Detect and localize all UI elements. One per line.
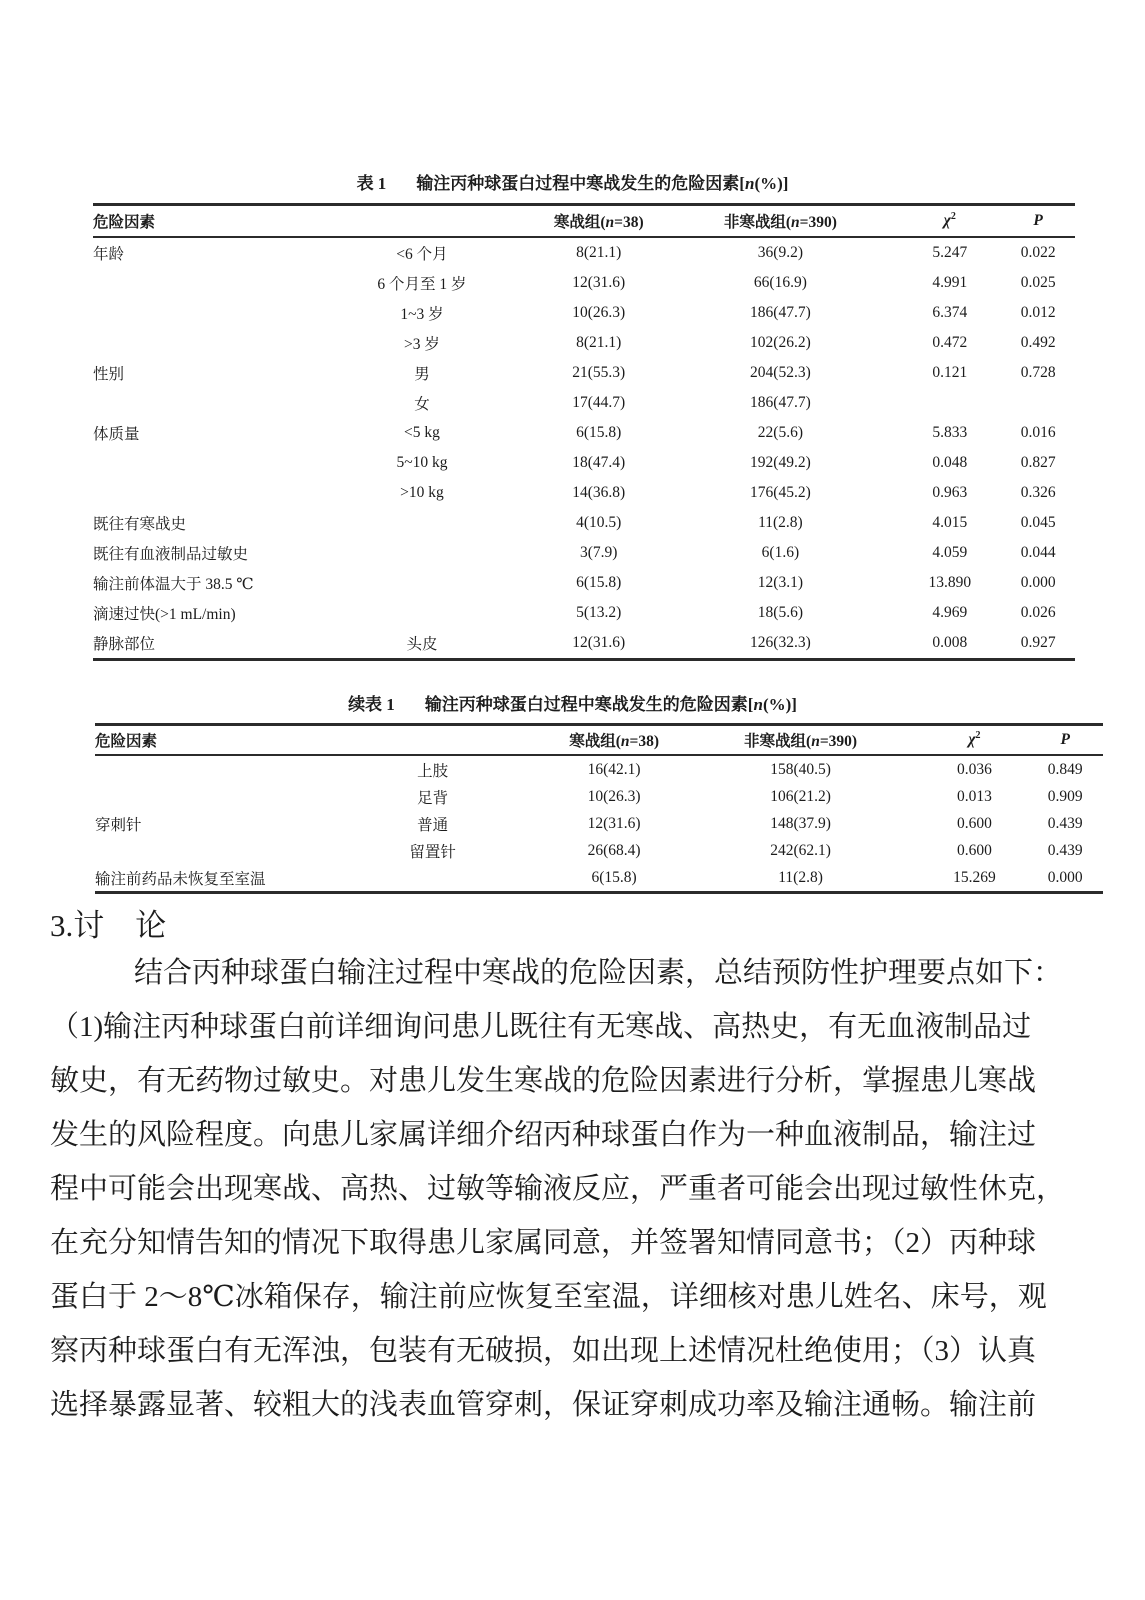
cell-chill: 16(42.1) (587, 760, 641, 778)
table-row (95, 810, 1103, 837)
cell-chill: 12(31.6) (572, 634, 626, 651)
discussion-line: 选择暴露显著、较粗大的浅表血管穿刺，保证穿刺成功率及输注通畅。输注前 (50, 1389, 1037, 1421)
cell-chi: 0.121 (932, 364, 968, 381)
cell-factor (93, 448, 309, 478)
table-row (93, 268, 1075, 298)
cell-p: 0.025 (1020, 274, 1056, 291)
table1-header (93, 205, 1075, 238)
cell-factor (95, 755, 317, 783)
header-chi-square: $\chi^2$ (943, 211, 956, 230)
cell-p: 0.728 (1020, 364, 1056, 381)
cell-factor: 穿刺针 (95, 816, 142, 834)
table2-caption-n: n (753, 695, 763, 714)
cell-non: 148(37.9) (770, 814, 831, 832)
cell-p: 0.026 (1020, 604, 1056, 621)
header-chi-square: $\chi^2$ (968, 730, 981, 749)
cell-p: 0.492 (1020, 334, 1056, 351)
cell-p: 0.000 (1047, 868, 1083, 886)
cell-chill: 3(7.9) (579, 544, 618, 561)
cell-chill: 12(31.6) (572, 274, 626, 291)
table2-caption (0, 693, 1145, 717)
cell-factor: 年龄 (93, 246, 125, 263)
cell-non: 158(40.5) (770, 760, 831, 778)
cell-non: 66(16.9) (753, 274, 807, 291)
cell-chill: 18(47.4) (572, 454, 626, 471)
cell-chi: 0.048 (932, 454, 968, 471)
header-nonchill-group: 非寒战组(n=390) (723, 214, 837, 231)
discussion-line: 程中可能会出现寒战、高热、过敏等输液反应，严重者可能会出现过敏性休克， (50, 1173, 1066, 1205)
cell-sub: 上肢 (417, 762, 449, 780)
cell-chill: 6(15.8) (576, 574, 622, 591)
table2-caption-label: 续表 1 (348, 695, 395, 714)
cell-factor: 输注前体温大于 38.5 ℃ (93, 576, 254, 593)
header-nonchill-group: 非寒战组(n=390) (744, 733, 858, 750)
cell-non: 126(32.3) (750, 634, 811, 651)
cell-non: 18(5.6) (757, 604, 803, 621)
header-chill-group: 寒战组(n=38) (553, 214, 644, 231)
cell-factor (93, 268, 309, 298)
cell-sub: >10 kg (400, 484, 444, 501)
cell-chill: 10(26.3) (587, 787, 641, 805)
cell-sub: 留置针 (409, 843, 456, 861)
table-row (95, 837, 1103, 864)
table1 (93, 203, 1075, 661)
cell-sub: 男 (414, 366, 430, 383)
cell-p: 0.045 (1020, 514, 1056, 531)
cell-chill: 26(68.4) (587, 841, 641, 859)
cell-chill: 14(36.8) (572, 484, 626, 501)
discussion-text (50, 946, 1095, 1432)
table-row (93, 448, 1075, 478)
table-row (95, 783, 1103, 810)
cell-p (1001, 388, 1075, 418)
cell-chi: 0.600 (956, 841, 992, 859)
discussion-line: （1)输注丙种球蛋白前详细询问患儿既往有无寒战、高热史，有无血液制品过 (50, 1011, 1032, 1043)
cell-p: 0.016 (1020, 424, 1056, 441)
cell-chi: 4.991 (932, 274, 968, 291)
cell-chill: 8(21.1) (576, 334, 622, 351)
cell-non: 176(45.2) (750, 484, 811, 501)
table-row (93, 237, 1075, 268)
cell-sub: 1~3 岁 (400, 306, 444, 323)
cell-chi: 15.269 (953, 868, 996, 886)
header-p-value: P (1060, 731, 1070, 748)
cell-non: 192(49.2) (750, 454, 811, 471)
cell-p: 0.927 (1020, 634, 1056, 651)
cell-non: 106(21.2) (770, 787, 831, 805)
table1-caption-label: 表 1 (356, 174, 387, 193)
table2-caption-title-end: (%)] (762, 695, 797, 714)
discussion-line: 敏史，有无药物过敏史。对患儿发生寒战的危险因素进行分析，掌握患儿寒战 (50, 1065, 1037, 1097)
table-row (93, 508, 1075, 538)
table2 (95, 723, 1103, 894)
cell-non: 12(3.1) (757, 574, 803, 591)
cell-sub: 6 个月至 1 岁 (377, 276, 467, 293)
table-row (95, 864, 1103, 893)
cell-chill: 10(26.3) (572, 304, 626, 321)
cell-non: 11(2.8) (758, 514, 803, 531)
cell-sub: 女 (414, 396, 430, 413)
section-heading-discussion: 3.讨 论 (50, 908, 167, 943)
discussion-line: 在充分知情告知的情况下取得患儿家属同意，并签署知情同意书；（2）丙种球 (50, 1227, 1037, 1259)
cell-chi: 4.059 (932, 544, 968, 561)
table-row (93, 328, 1075, 358)
table-row (93, 568, 1075, 598)
cell-sub (317, 864, 549, 893)
table1-caption-title-end: (%)] (754, 174, 789, 193)
cell-factor: 体质量 (93, 426, 140, 443)
cell-non: 204(52.3) (750, 364, 811, 381)
cell-factor (93, 478, 309, 508)
cell-sub: 足背 (417, 789, 449, 807)
cell-chi: 5.247 (932, 244, 968, 261)
cell-sub: 5~10 kg (396, 454, 448, 471)
header-subcategory (317, 725, 549, 756)
cell-chill: 5(13.2) (576, 604, 622, 621)
cell-factor (95, 783, 317, 810)
cell-factor: 滴速过快(>1 mL/min) (93, 606, 236, 623)
cell-p: 0.044 (1020, 544, 1056, 561)
table2-header (95, 725, 1103, 756)
cell-chi: 0.008 (932, 634, 968, 651)
cell-chill: 6(15.8) (576, 424, 622, 441)
cell-non: 6(1.6) (761, 544, 800, 561)
cell-chill: 21(55.3) (572, 364, 626, 381)
table-row (95, 755, 1103, 783)
cell-p: 0.000 (1020, 574, 1056, 591)
cell-p: 0.012 (1020, 304, 1056, 321)
table1-caption-title: 输注丙种球蛋白过程中寒战发生的危险因素[ (416, 174, 745, 193)
table-row (93, 598, 1075, 628)
table-row (93, 388, 1075, 418)
cell-factor: 输注前药品未恢复至室温 (95, 870, 266, 888)
cell-factor: 性别 (93, 366, 125, 383)
cell-chi: 0.013 (956, 787, 992, 805)
table2-caption-title: 输注丙种球蛋白过程中寒战发生的危险因素[ (424, 695, 754, 714)
cell-p: 0.827 (1020, 454, 1056, 471)
cell-sub (309, 508, 535, 538)
cell-non: 102(26.2) (750, 334, 811, 351)
header-factor: 危险因素 (93, 214, 156, 231)
cell-chi: 4.969 (932, 604, 968, 621)
cell-p: 0.022 (1020, 244, 1056, 261)
discussion-line: 发生的风险程度。向患儿家属详细介绍丙种球蛋白作为一种血液制品，输注过 (50, 1119, 1037, 1151)
cell-chill: 4(10.5) (576, 514, 622, 531)
cell-chi (898, 388, 1001, 418)
table-row (93, 358, 1075, 388)
table-row (93, 628, 1075, 660)
cell-chill: 17(44.7) (572, 394, 626, 411)
cell-chi: 0.036 (956, 760, 992, 778)
cell-non: 36(9.2) (757, 244, 803, 261)
cell-factor (95, 837, 317, 864)
cell-factor (93, 298, 309, 328)
cell-non: 186(47.7) (750, 304, 811, 321)
cell-p: 0.909 (1047, 787, 1083, 805)
cell-chi: 0.963 (932, 484, 968, 501)
cell-non: 242(62.1) (770, 841, 831, 859)
cell-non: 186(47.7) (750, 394, 811, 411)
cell-sub (309, 568, 535, 598)
table-row (93, 418, 1075, 448)
cell-p: 0.326 (1020, 484, 1056, 501)
table-row (93, 478, 1075, 508)
cell-p: 0.849 (1047, 760, 1083, 778)
header-p-value: P (1033, 212, 1043, 229)
header-factor: 危险因素 (95, 733, 158, 750)
table2-container (95, 723, 1103, 894)
discussion-line: 察丙种球蛋白有无浑浊，包装有无破损，如出现上述情况杜绝使用；（3）认真 (50, 1335, 1037, 1367)
table1-body (93, 237, 1075, 660)
header-subcategory (309, 205, 535, 238)
cell-sub (309, 598, 535, 628)
cell-sub: >3 岁 (404, 336, 440, 353)
table2-body (95, 755, 1103, 893)
cell-sub: 头皮 (406, 636, 438, 653)
cell-sub: <5 kg (404, 424, 440, 441)
cell-factor: 既往有血液制品过敏史 (93, 546, 249, 563)
cell-p: 0.439 (1047, 814, 1083, 832)
table-row (93, 538, 1075, 568)
cell-sub (309, 538, 535, 568)
table1-caption-n: n (744, 174, 755, 193)
table-row (93, 298, 1075, 328)
header-chill-group: 寒战组(n=38) (569, 733, 659, 750)
cell-non: 22(5.6) (757, 424, 803, 441)
cell-sub: 普通 (417, 816, 449, 834)
cell-chi: 6.374 (932, 304, 968, 321)
cell-factor (93, 388, 309, 418)
cell-factor: 既往有寒战史 (93, 516, 187, 533)
header-row (95, 725, 1103, 756)
table1-container (93, 203, 1075, 661)
cell-factor: 静脉部位 (93, 636, 156, 653)
discussion-line: 蛋白于 2～8℃冰箱保存，输注前应恢复至室温，详细核对患儿姓名、床号，观 (50, 1281, 1047, 1313)
table1-caption (0, 172, 1145, 196)
header-row (93, 205, 1075, 238)
cell-factor (93, 328, 309, 358)
cell-chi: 0.600 (956, 814, 992, 832)
cell-chill: 6(15.8) (591, 868, 637, 886)
cell-chi: 13.890 (928, 574, 972, 591)
cell-p: 0.439 (1047, 841, 1083, 859)
cell-chi: 4.015 (932, 514, 968, 531)
cell-chill: 8(21.1) (576, 244, 622, 261)
cell-non: 11(2.8) (778, 868, 823, 886)
cell-sub: <6 个月 (396, 246, 448, 263)
discussion-lead-line: 结合丙种球蛋白输注过程中寒战的危险因素，总结预防性护理要点如下： (134, 957, 1063, 989)
cell-chill: 12(31.6) (587, 814, 641, 832)
cell-chi: 5.833 (932, 424, 968, 441)
cell-chi: 0.472 (932, 334, 968, 351)
